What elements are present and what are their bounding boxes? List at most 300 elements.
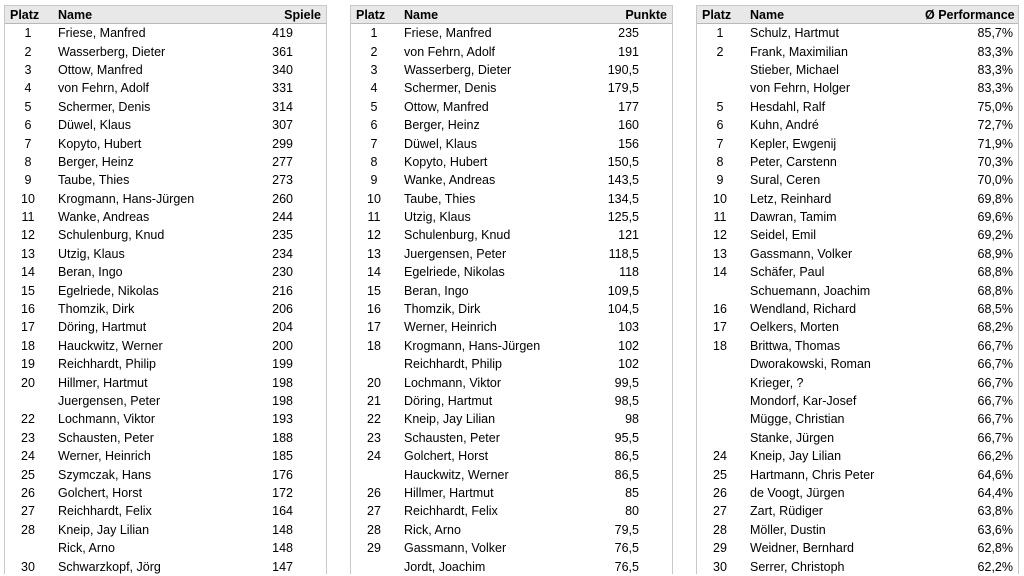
table-row: [696, 24, 1019, 43]
rank-cell: 10: [713, 191, 727, 206]
rank-cell: 15: [21, 283, 35, 298]
table-row: [350, 521, 673, 539]
value-cell: 63,6%: [977, 522, 1013, 537]
header-value: Spiele: [248, 6, 327, 24]
table-row: [4, 263, 327, 281]
table-row: [350, 42, 673, 60]
rank-cell: 28: [367, 522, 381, 537]
table-row: [696, 521, 1019, 539]
name-cell: Krogmann, Hans-Jürgen: [58, 191, 195, 206]
table-row: [696, 190, 1019, 208]
rank-cell: 16: [367, 302, 381, 317]
name-cell: Kneip, Jay Lilian: [404, 412, 496, 427]
rank-cell: 2: [370, 44, 378, 59]
rank-cell: 18: [367, 338, 381, 353]
rank-cell: 25: [21, 467, 35, 482]
name-cell: Schäfer, Paul: [750, 265, 825, 280]
points-table: [350, 5, 673, 576]
name-cell: Dworakowski, Roman: [750, 357, 871, 372]
value-cell: 244: [272, 210, 293, 225]
name-cell: Juergensen, Peter: [404, 246, 507, 261]
name-cell: Utzig, Klaus: [404, 210, 471, 225]
value-cell: 68,8%: [977, 283, 1013, 298]
value-cell: 156: [618, 136, 639, 151]
rank-cell: 12: [367, 228, 381, 243]
name-cell: Frank, Maximilian: [750, 44, 848, 59]
value-cell: 206: [272, 302, 293, 317]
name-cell: Rick, Arno: [58, 541, 115, 556]
value-cell: 104,5: [607, 302, 639, 317]
rank-cell: 27: [713, 504, 727, 519]
table-row: [350, 98, 673, 116]
name-cell: Schulz, Hartmut: [750, 26, 839, 41]
rank-cell: 5: [24, 99, 32, 114]
name-cell: Rick, Arno: [404, 522, 461, 537]
header-value: Punkte: [594, 6, 673, 24]
value-cell: 235: [618, 26, 639, 41]
table-row: [4, 318, 327, 336]
rank-cell: 27: [21, 504, 35, 519]
rank-cell: 10: [21, 191, 35, 206]
value-cell: 134,5: [607, 191, 639, 206]
value-cell: 419: [272, 26, 293, 41]
value-cell: 66,7%: [977, 338, 1013, 353]
name-cell: Taube, Thies: [58, 173, 130, 188]
name-cell: Werner, Heinrich: [58, 449, 151, 464]
name-cell: Schwarzkopf, Jörg: [58, 559, 161, 574]
name-cell: Oelkers, Morten: [750, 320, 839, 335]
rank-cell: 16: [713, 302, 727, 317]
value-cell: 235: [272, 228, 293, 243]
table-row: [350, 300, 673, 318]
table-border: [1018, 5, 1019, 574]
rank-cell: [4, 392, 52, 410]
name-cell: Lochmann, Viktor: [58, 412, 156, 427]
value-cell: 66,7%: [977, 412, 1013, 427]
table-row: [696, 318, 1019, 336]
table-row: [4, 557, 327, 575]
rank-cell: [696, 61, 744, 79]
name-cell: Egelriede, Nikolas: [404, 265, 505, 280]
name-cell: von Fehrn, Holger: [750, 81, 851, 96]
table-row: [4, 190, 327, 208]
table-row: [4, 61, 327, 79]
table-row: [4, 171, 327, 189]
rank-cell: 20: [367, 375, 381, 390]
value-cell: 125,5: [607, 210, 639, 225]
rank-cell: 2: [24, 44, 32, 59]
name-cell: Werner, Heinrich: [404, 320, 497, 335]
header-rank: Platz: [4, 6, 52, 24]
value-cell: 190,5: [607, 62, 639, 77]
value-cell: 185: [272, 449, 293, 464]
table-row: [696, 539, 1019, 557]
name-cell: Mügge, Christian: [750, 412, 845, 427]
value-cell: 64,6%: [977, 467, 1013, 482]
name-cell: Peter, Carstenn: [750, 154, 837, 169]
rank-cell: 12: [21, 228, 35, 243]
table-row: [4, 208, 327, 226]
value-cell: 191: [618, 44, 639, 59]
rank-cell: 28: [21, 522, 35, 537]
rank-cell: [696, 392, 744, 410]
name-cell: Schuemann, Joachim: [750, 283, 871, 298]
value-cell: 307: [272, 118, 293, 133]
value-cell: 83,3%: [977, 81, 1013, 96]
value-cell: 66,2%: [977, 449, 1013, 464]
rank-cell: [696, 79, 744, 97]
table-row: [350, 79, 673, 97]
rank-cell: 8: [370, 154, 378, 169]
rank-cell: [350, 355, 398, 373]
table-border: [350, 5, 351, 574]
value-cell: 273: [272, 173, 293, 188]
rank-cell: 1: [370, 26, 378, 41]
value-cell: 198: [272, 394, 293, 408]
name-cell: Kopyto, Hubert: [404, 154, 488, 169]
name-cell: Wanke, Andreas: [58, 210, 150, 225]
value-cell: 188: [272, 430, 293, 445]
name-cell: Gassmann, Volker: [404, 541, 507, 556]
value-cell: 198: [272, 375, 293, 390]
table-row: [4, 281, 327, 299]
name-cell: Thomzik, Dirk: [404, 302, 481, 317]
name-cell: Stanke, Jürgen: [750, 430, 835, 445]
value-cell: 95,5: [614, 430, 639, 445]
table-border: [696, 5, 697, 574]
table-row: [350, 373, 673, 391]
table-row: [696, 42, 1019, 60]
table-row: [350, 355, 673, 373]
value-cell: 98,5: [614, 394, 639, 408]
name-cell: Düwel, Klaus: [404, 136, 477, 151]
rank-cell: 5: [716, 99, 724, 114]
rank-cell: 29: [713, 541, 727, 556]
name-cell: Sural, Ceren: [750, 173, 821, 188]
table-row: [350, 61, 673, 79]
name-cell: Wasserberg, Dieter: [58, 44, 166, 59]
table-row: [4, 79, 327, 97]
name-cell: Hillmer, Hartmut: [58, 375, 148, 390]
rank-cell: 8: [716, 154, 724, 169]
table-row: [350, 557, 673, 575]
name-cell: Brittwa, Thomas: [750, 338, 841, 353]
rank-cell: 4: [370, 81, 378, 96]
name-cell: Wendland, Richard: [750, 302, 857, 317]
name-cell: Hartmann, Chris Peter: [750, 467, 875, 482]
rank-cell: 9: [24, 173, 32, 188]
rank-cell: 21: [367, 394, 381, 408]
rank-cell: 9: [370, 173, 378, 188]
value-cell: 86,5: [614, 449, 639, 464]
rank-cell: 24: [713, 449, 727, 464]
rank-cell: 9: [716, 173, 724, 188]
value-cell: 70,0%: [977, 173, 1013, 188]
name-cell: Hesdahl, Ralf: [750, 99, 826, 114]
table-row: [696, 484, 1019, 502]
table-row: [4, 226, 327, 244]
rank-cell: 23: [21, 430, 35, 445]
table-row: [350, 392, 673, 410]
value-cell: 70,3%: [977, 154, 1013, 169]
value-cell: 102: [618, 357, 639, 372]
name-cell: Kneip, Jay Lilian: [58, 522, 150, 537]
rank-cell: 22: [367, 412, 381, 427]
rank-cell: 26: [21, 485, 35, 500]
rank-cell: 11: [367, 210, 381, 225]
rank-cell: 22: [21, 412, 35, 427]
rank-cell: 6: [716, 118, 724, 133]
table-row: [350, 447, 673, 465]
table-row: [350, 263, 673, 281]
name-cell: de Voogt, Jürgen: [750, 485, 845, 500]
name-cell: Lochmann, Viktor: [404, 375, 502, 390]
value-cell: 121: [618, 228, 639, 243]
value-cell: 80: [625, 504, 639, 519]
value-cell: 193: [272, 412, 293, 427]
value-cell: 64,4%: [977, 485, 1013, 500]
table-row: [350, 245, 673, 263]
value-cell: 63,8%: [977, 504, 1013, 519]
rank-cell: 17: [21, 320, 35, 335]
table-row: [350, 484, 673, 502]
value-cell: 62,8%: [977, 541, 1013, 556]
table-row: [350, 539, 673, 557]
rank-cell: [696, 355, 744, 373]
value-cell: 66,7%: [977, 394, 1013, 408]
table-row: [4, 410, 327, 428]
table-row: [4, 465, 327, 483]
value-cell: 102: [618, 338, 639, 353]
value-cell: 109,5: [607, 283, 639, 298]
rank-cell: [696, 281, 744, 299]
table-row: [350, 190, 673, 208]
value-cell: 277: [272, 154, 293, 169]
header-rank: Platz: [696, 6, 744, 24]
table-row: [696, 116, 1019, 134]
name-cell: Juergensen, Peter: [58, 394, 161, 408]
rank-cell: 2: [716, 44, 724, 59]
table-row: [4, 24, 327, 43]
table-row: [4, 502, 327, 520]
name-cell: Ottow, Manfred: [404, 99, 489, 114]
table-row: [4, 42, 327, 60]
value-cell: 72,7%: [977, 118, 1013, 133]
rank-cell: 7: [370, 136, 378, 151]
name-cell: Egelriede, Nikolas: [58, 283, 159, 298]
rank-cell: 4: [24, 81, 32, 96]
table-row: [696, 245, 1019, 263]
rank-cell: 11: [21, 210, 35, 225]
rank-cell: 10: [367, 191, 381, 206]
table-border: [326, 5, 327, 574]
rank-cell: 24: [21, 449, 35, 464]
table-row: [350, 465, 673, 483]
name-cell: Hillmer, Hartmut: [404, 485, 494, 500]
value-cell: 234: [272, 246, 293, 261]
rank-cell: 1: [24, 26, 32, 41]
table-row: [350, 429, 673, 447]
name-cell: Beran, Ingo: [404, 283, 469, 298]
rank-cell: 26: [713, 485, 727, 500]
rank-cell: 13: [21, 246, 35, 261]
value-cell: 299: [272, 136, 293, 151]
rank-cell: 18: [713, 338, 727, 353]
table-row: [4, 429, 327, 447]
name-cell: Golchert, Horst: [58, 485, 143, 500]
value-cell: 147: [272, 559, 293, 574]
table-row: [4, 153, 327, 171]
rank-cell: [350, 465, 398, 483]
value-cell: 361: [272, 44, 293, 59]
rank-cell: 23: [367, 430, 381, 445]
table-row: [696, 208, 1019, 226]
table-row: [696, 300, 1019, 318]
value-cell: 99,5: [614, 375, 639, 390]
value-cell: 98: [625, 412, 639, 427]
table-row: [4, 373, 327, 391]
name-cell: Reichhardt, Felix: [58, 504, 152, 519]
rank-cell: 17: [367, 320, 381, 335]
rank-cell: 14: [21, 265, 35, 280]
name-cell: Friese, Manfred: [58, 26, 146, 41]
value-cell: 340: [272, 62, 293, 77]
rank-cell: 24: [367, 449, 381, 464]
rank-cell: 12: [713, 228, 727, 243]
rank-cell: 29: [367, 541, 381, 556]
value-cell: 76,5: [614, 559, 639, 574]
name-cell: Schermer, Denis: [404, 81, 497, 96]
name-cell: Döring, Hartmut: [58, 320, 147, 335]
table-row: [4, 116, 327, 134]
name-cell: Kepler, Ewgenij: [750, 136, 837, 151]
name-cell: Krieger, ?: [750, 375, 804, 390]
rank-cell: 6: [24, 118, 32, 133]
value-cell: 331: [272, 81, 293, 96]
rank-cell: 20: [21, 375, 35, 390]
value-cell: 69,6%: [977, 210, 1013, 225]
name-cell: Stieber, Michael: [750, 62, 839, 77]
value-cell: 143,5: [607, 173, 639, 188]
value-cell: 176: [272, 467, 293, 482]
table-row: [350, 116, 673, 134]
name-cell: Utzig, Klaus: [58, 246, 125, 261]
table-row: [696, 502, 1019, 520]
rank-cell: 26: [367, 485, 381, 500]
name-cell: Schermer, Denis: [58, 99, 151, 114]
value-cell: 68,9%: [977, 246, 1013, 261]
table-row: [4, 484, 327, 502]
rank-cell: 8: [24, 154, 32, 169]
table-row: [696, 153, 1019, 171]
table-row: [696, 410, 1019, 428]
table-row: [4, 245, 327, 263]
name-cell: Wanke, Andreas: [404, 173, 496, 188]
table-row: [4, 98, 327, 116]
value-cell: 68,2%: [977, 320, 1013, 335]
rank-cell: 14: [713, 265, 727, 280]
value-cell: 85,7%: [977, 26, 1013, 41]
table-row: [350, 24, 673, 43]
value-cell: 172: [272, 485, 293, 500]
value-cell: 260: [272, 191, 293, 206]
name-cell: Hauckwitz, Werner: [58, 338, 163, 353]
value-cell: 66,7%: [977, 357, 1013, 372]
table-row: [350, 134, 673, 152]
table-row: [696, 373, 1019, 391]
table-row: [696, 226, 1019, 244]
name-cell: Krogmann, Hans-Jürgen: [404, 338, 541, 353]
value-cell: 179,5: [607, 81, 639, 96]
value-cell: 160: [618, 118, 639, 133]
table-row: [350, 208, 673, 226]
table-row: [696, 134, 1019, 152]
value-cell: 62,2%: [977, 559, 1013, 574]
table-row: [696, 465, 1019, 483]
games-table: [4, 5, 327, 576]
table-row: [4, 134, 327, 152]
performance-table: [696, 5, 1019, 576]
name-cell: Taube, Thies: [404, 191, 476, 206]
value-cell: 216: [272, 283, 293, 298]
name-cell: Thomzik, Dirk: [58, 302, 135, 317]
rank-cell: 15: [367, 283, 381, 298]
table-header: [4, 6, 327, 24]
value-cell: 66,7%: [977, 375, 1013, 390]
name-cell: Golchert, Horst: [404, 449, 489, 464]
name-cell: Berger, Heinz: [58, 154, 134, 169]
name-cell: Gassmann, Volker: [750, 246, 853, 261]
value-cell: 204: [272, 320, 293, 335]
value-cell: 148: [272, 541, 293, 556]
rank-cell: [4, 539, 52, 557]
table-row: [350, 318, 673, 336]
name-cell: Schulenburg, Knud: [404, 228, 511, 243]
value-cell: 150,5: [607, 154, 639, 169]
table-row: [350, 171, 673, 189]
table-row: [4, 447, 327, 465]
rank-cell: [696, 429, 744, 447]
name-cell: Seidel, Emil: [750, 228, 816, 243]
name-cell: Weidner, Bernhard: [750, 541, 854, 556]
table-row: [696, 281, 1019, 299]
table-row: [696, 263, 1019, 281]
table-row: [696, 447, 1019, 465]
rank-cell: 3: [370, 62, 378, 77]
name-cell: Döring, Hartmut: [404, 394, 493, 408]
value-cell: 230: [272, 265, 293, 280]
table-row: [350, 337, 673, 355]
value-cell: 200: [272, 338, 293, 353]
header-name: Name: [52, 6, 248, 24]
value-cell: 83,3%: [977, 62, 1013, 77]
table-row: [696, 61, 1019, 79]
header-name: Name: [744, 6, 919, 24]
rank-cell: 30: [21, 559, 35, 574]
value-cell: 118,5: [608, 246, 639, 261]
value-cell: 164: [272, 504, 293, 519]
value-cell: 66,7%: [977, 430, 1013, 445]
name-cell: von Fehrn, Adolf: [404, 44, 496, 59]
header-rank: Platz: [350, 6, 398, 24]
table-row: [696, 355, 1019, 373]
value-cell: 83,3%: [977, 44, 1013, 59]
value-cell: 76,5: [614, 541, 639, 556]
name-cell: Schausten, Peter: [58, 430, 154, 445]
rank-cell: 13: [367, 246, 381, 261]
rank-cell: 11: [713, 210, 727, 225]
name-cell: Kneip, Jay Lilian: [750, 449, 842, 464]
